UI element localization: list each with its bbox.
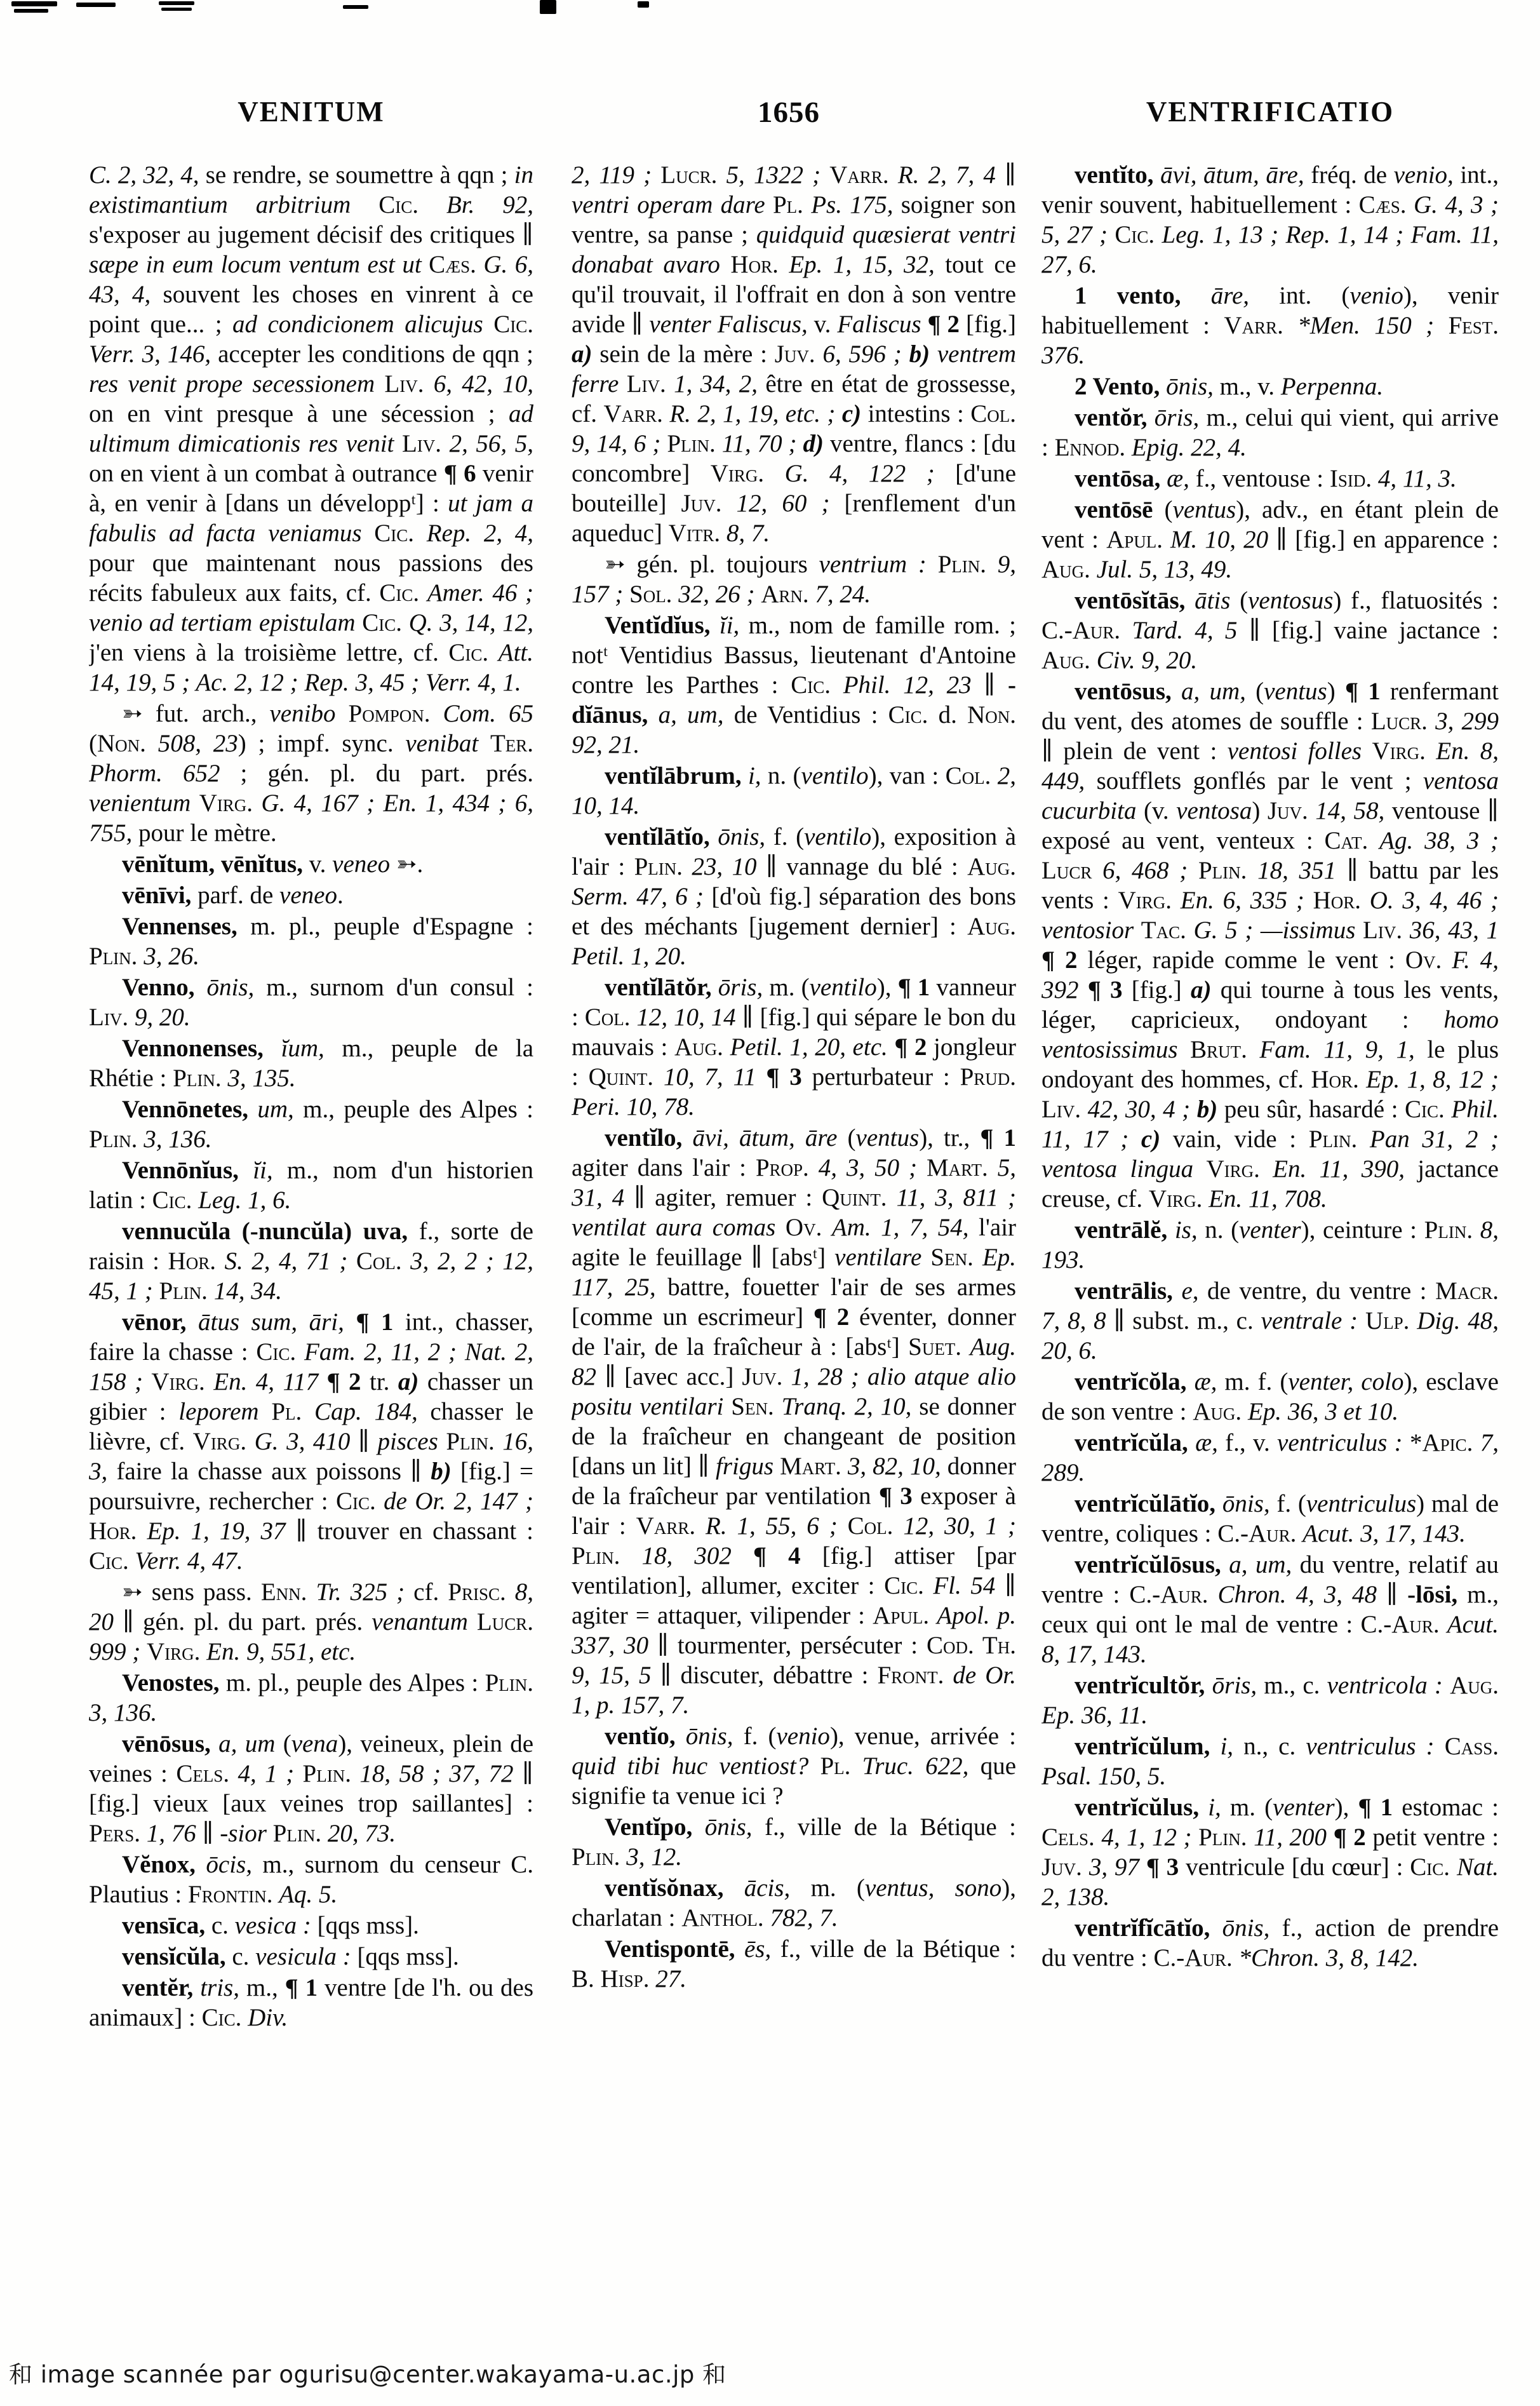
entry-paragraph: ventrĭcŭlus, i, m. (venter), ¶ 1 estomac : Cels. 4, 1, 12 ; Plin. 11, 200 ¶ 2 petit ventre : Juv. 3, 97 ¶ 3 ventricule [du cœur] : Cic. Nat. 2, 138. xyxy=(1041,1794,1499,1911)
entry-paragraph: Ventĭdĭus, ĭi, m., nom de famille rom. ; notᵗ Ventidius Bassus, lieutenant d'Antoine contre les Parthes : Cic. Phil. 12, 23 ∥ -dĭānus, a, um, de Ventidius : Cic. d. Non. 92, 21. xyxy=(572,612,1016,758)
entry-paragraph: ventrĭfĭcātĭo, ōnis, f., action de prendre du ventre : C.-Aur. *Chron. 3, 8, 142. xyxy=(1041,1914,1499,1972)
entry-paragraph: ventrĭcŭlātĭo, ōnis, f. (ventriculus) mal de ventre, coliques : C.-Aur. Acut. 3, 17, 143. xyxy=(1041,1490,1499,1547)
entry-paragraph: 1 vento, āre, int. (venio), venir habituellement : Varr. *Men. 150 ; Fest. 376. xyxy=(1041,282,1499,369)
entry-paragraph: 2 Vento, ōnis, m., v. Perpenna. xyxy=(1075,373,1384,400)
entry-paragraph: vensīca, c. vesica : [qqs mss]. xyxy=(122,1912,419,1939)
entry-paragraph: Ventĭpo, ōnis, f., ville de la Bétique : Plin. 3, 12. xyxy=(572,1813,1016,1871)
text-column-1 xyxy=(89,160,533,2325)
entry-paragraph: ventĭlo, āvi, ātum, āre (ventus), tr., ¶ 1 agiter dans l'air : Prop. 4, 3, 50 ; Mart. 5, 31, 4 ∥ agiter, remuer : Quint. 11, 3, 811 ; ventilat aura comas Ov. Am. 1, 7, 54, l'air agite le feuillage ∥ [absᵗ] ventilare Sen. Ep. 117, 25, battre, fouetter l'air de ses armes [comme un escrimeur] ¶ 2 éventer, donner de l'air, de la fraîcheur à : [absᵗ] Suet. Aug. 82 ∥ [avec acc.] Juv. 1, 28 ; alio atque alio positu ventilari Sen. Tranq. 2, 10, se donner de la fraîcheur en changeant de position [dans un lit] ∥ frigus Mart. 3, 82, 10, donner de la fraîcheur par ventilation ¶ 3 exposer à l'air : Varr. R. 1, 55, 6 ; Col. 12, 30, 1 ; Plin. 18, 302 ¶ 4 [fig.] attiser [par ventilation], allumer, exciter : Cic. Fl. 54 ∥ agiter = attaquer, vilipender : Apul. Apol. p. 337, 30 ∥ tourmenter, persécuter : Cod. Th. 9, 15, 5 ∥ discuter, débattre : Front. de Or. 1, p. 157, 7. xyxy=(572,1124,1016,1719)
entry-paragraph: ventĭsŏnax, ācis, m. (ventus, sono), charlatan : Anthol. 782, 7. xyxy=(572,1874,1016,1932)
entry-paragraph: vennucŭla (-nuncŭla) uva, f., sorte de raisin : Hor. S. 2, 4, 71 ; Col. 3, 2, 2 ; 12, 45, 1 ; Plin. 14, 34. xyxy=(89,1218,533,1305)
entry-paragraph: ventĭo, ōnis, f. (venio), venue, arrivée : quid tibi huc ventiost? Pl. Truc. 622, que signifie ta venue ici ? xyxy=(572,1723,1016,1810)
entry-paragraph: ventĭlātĭo, ōnis, f. (ventilo), exposition à l'air : Plin. 23, 10 ∥ vannage du blé : Aug. Serm. 47, 6 ; [d'où fig.] séparation des bons et des méchants [jugement dernier] : Aug. Petil. 1, 20. xyxy=(572,823,1016,970)
page-number: 1656 xyxy=(758,96,820,129)
entry-paragraph: Vennonenses, ĭum, m., peuple de la Rhétie : Plin. 3, 135. xyxy=(89,1035,533,1092)
scan-artifact xyxy=(159,1,194,5)
entry-paragraph: ventōsa, æ, f., ventouse : Isid. 4, 11, 3. xyxy=(1075,465,1457,492)
entry-paragraph: ventĭlābrum, i, n. (ventilo), van : Col. 2, 10, 14. xyxy=(572,762,1016,819)
scan-artifact xyxy=(540,0,556,14)
morphology-note-paragraph: ➳ sens pass. Enn. Tr. 325 ; cf. Prisc. 8, 20 ∥ gén. pl. du part. prés. venantum Lucr. 999 ; Virg. En. 9, 551, etc. xyxy=(89,1578,533,1665)
morphology-note-paragraph: ➳ fut. arch., venibo Pompon. Com. 65 (Non. 508, 23) ; impf. sync. venibat Ter. Phorm. 652 ; gén. pl. du part. prés. venientum Virg. G. 4, 167 ; En. 1, 434 ; 6, 755, pour le mètre. xyxy=(89,700,533,847)
text-column-2 xyxy=(572,160,1016,2325)
scan-artifact xyxy=(76,3,116,7)
entry-paragraph: ventrĭcŭlum, i, n., c. ventriculus : Cass. Psal. 150, 5. xyxy=(1041,1733,1499,1790)
scan-artifact xyxy=(14,9,48,13)
header-guideword-right: VENTRIFICATIO xyxy=(1146,96,1395,128)
entry-paragraph: Vennōnĭus, ĭi, m., nom d'un historien latin : Cic. Leg. 1, 6. xyxy=(89,1157,533,1214)
continuation-paragraph: 2, 119 ; Lucr. 5, 1322 ; Varr. R. 2, 7, 4 ∥ ventri operam dare Pl. Ps. 175, soigner son ventre, sa panse ; quidquid quæsierat ventri donabat avaro Hor. Ep. 1, 15, 32, tout ce qu'il trouvait, il l'offrait en don à son ventre avide ∥ venter Faliscus, v. Faliscus ¶ 2 [fig.] a) sein de la mère : Juv. 6, 596 ; b) ventrem ferre Liv. 1, 34, 2, être en état de grossesse, cf. Varr. R. 2, 1, 19, etc. ; c) intestins : Col. 9, 14, 6 ; Plin. 11, 70 ; d) ventre, flancs : [du concombre] Virg. G. 4, 122 ; [d'une bouteille] Juv. 12, 60 ; [renflement d'un aqueduc] Vitr. 8, 7. xyxy=(572,161,1016,547)
entry-paragraph: ventĭlātŏr, ōris, m. (ventilo), ¶ 1 vanneur : Col. 12, 10, 14 ∥ [fig.] qui sépare le bon du mauvais : Aug. Petil. 1, 20, etc. ¶ 2 jongleur : Quint. 10, 7, 11 ¶ 3 perturbateur : Prud. Peri. 10, 78. xyxy=(572,974,1016,1120)
entry-paragraph: vēnōsus, a, um (vena), veineux, plein de veines : Cels. 4, 1 ; Plin. 18, 58 ; 37, 72 ∥ [fig.] vieux [aux veines trop saillantes] : Pers. 1, 76 ∥ -sior Plin. 20, 73. xyxy=(89,1730,533,1847)
scan-artifact xyxy=(161,8,192,11)
entry-paragraph: ventrālis, e, de ventre, du ventre : Macr. 7, 8, 8 ∥ subst. m., c. ventrale : Ulp. Dig. 48, 20, 6. xyxy=(1041,1277,1499,1364)
text-column-3 xyxy=(1041,160,1499,2325)
entry-paragraph: ventōsē (ventus), adv., en étant plein de vent : Apul. M. 10, 20 ∥ [fig.] en apparence : Aug. Jul. 5, 13, 49. xyxy=(1041,496,1499,583)
entry-paragraph: Ventispontē, ēs, f., ville de la Bétique : B. Hisp. 27. xyxy=(572,1935,1016,1993)
entry-paragraph: ventrĭcŭlōsus, a, um, du ventre, relatif au ventre : C.-Aur. Chron. 4, 3, 48 ∥ -lōsi, m., ceux qui ont le mal de ventre : C.-Aur. Acut. 8, 17, 143. xyxy=(1041,1551,1499,1668)
entry-paragraph: ventōsĭtās, ātis (ventosus) f., flatuosités : C.-Aur. Tard. 4, 5 ∥ [fig.] vaine jactance : Aug. Civ. 9, 20. xyxy=(1041,587,1499,674)
entry-paragraph: vēnīvi, parf. de veneo. xyxy=(122,882,344,909)
entry-paragraph: Venno, ōnis, m., surnom d'un consul : Liv. 9, 20. xyxy=(89,974,533,1031)
header-guideword-left: VENITUM xyxy=(238,96,385,128)
entry-paragraph: Vennenses, m. pl., peuple d'Espagne : Plin. 3, 26. xyxy=(89,913,533,970)
entry-paragraph: ventrĭcŏla, æ, m. f. (venter, colo), esclave de son ventre : Aug. Ep. 36, 3 et 10. xyxy=(1041,1368,1499,1425)
morphology-note-paragraph: ➳ gén. pl. toujours ventrium : Plin. 9, 157 ; Sol. 32, 26 ; Arn. 7, 24. xyxy=(572,551,1016,608)
continuation-paragraph: C. 2, 32, 4, se rendre, se soumettre à qqn ; in existimantium arbitrium Cic. Br. 92, s'exposer au jugement décisif des critiques ∥ sæpe in eum locum ventum est ut Cæs. G. 6, 43, 4, souvent les choses en vinrent à ce point que... ; ad condicionem alicujus Cic. Verr. 3, 146, accepter les conditions de qqn ; res venit prope secessionem Liv. 6, 42, 10, on en vint presque à une sécession ; ad ultimum dimicationis res venit Liv. 2, 56, 5, on en vient à un combat à outrance ¶ 6 venir à, en venir à [dans un développᵗ] : ut jam a fabulis ad facta veniamus Cic. Rep. 2, 4, pour que maintenant nous passions des récits fabuleux aux faits, cf. Cic. Amer. 46 ; venio ad tertiam epistulam Cic. Q. 3, 14, 12, j'en viens à la troisième lettre, cf. Cic. Att. 14, 19, 5 ; Ac. 2, 12 ; Rep. 3, 45 ; Verr. 4, 1. xyxy=(89,161,533,696)
entry-paragraph: ventĕr, tris, m., ¶ 1 ventre [de l'h. ou des animaux] : Cic. Div. xyxy=(89,1974,533,2031)
entry-paragraph: ventrālĕ, is, n. (venter), ceinture : Plin. 8, 193. xyxy=(1041,1216,1499,1274)
entry-paragraph: Venostes, m. pl., peuple des Alpes : Plin. 3, 136. xyxy=(89,1669,533,1726)
entry-paragraph: ventōsus, a, um, (ventus) ¶ 1 renfermant du vent, des atomes de souffle : Lucr. 3, 299 ∥ plein de vent : ventosi folles Virg. En. 8, 449, soufflets gonflés par le vent ; ventosa cucurbita (v. ventosa) Juv. 14, 58, ventouse ∥ exposé au vent, venteux : Cat. Ag. 38, 3 ; Lucr 6, 468 ; Plin. 18, 351 ∥ battu par les vents : Virg. En. 6, 335 ; Hor. O. 3, 4, 46 ; ventosior Tac. G. 5 ; —issimus Liv. 36, 43, 1 ¶ 2 léger, rapide comme le vent : Ov. F. 4, 392 ¶ 3 [fig.] a) qui tourne à tous les vents, léger, capricieux, ondoyant : homo ventosissimus Brut. Fam. 11, 9, 1, le plus ondoyant des hommes, cf. Hor. Ep. 1, 8, 12 ; Liv. 42, 30, 4 ; b) peu sûr, hasardé : Cic. Phil. 11, 17 ; c) vain, vide : Plin. Pan 31, 2 ; ventosa lingua Virg. En. 11, 390, jactance creuse, cf. Virg. En. 11, 708. xyxy=(1041,678,1499,1213)
entry-paragraph: vēnor, ātus sum, āri, ¶ 1 int., chasser, faire la chasse : Cic. Fam. 2, 11, 2 ; Nat. 2, 158 ; Virg. En. 4, 117 ¶ 2 tr. a) chasser un gibier : leporem Pl. Cap. 184, chasser le lièvre, cf. Virg. G. 3, 410 ∥ pisces Plin. 16, 3, faire la chasse aux poissons ∥ b) [fig.] = poursuivre, rechercher : Cic. de Or. 2, 147 ; Hor. Ep. 1, 19, 37 ∥ trouver en chassant : Cic. Verr. 4, 47. xyxy=(89,1308,533,1575)
entry-paragraph: ventŏr, ōris, m., celui qui vient, qui arrive : Ennod. Epig. 22, 4. xyxy=(1041,404,1499,461)
entry-paragraph: vensĭcŭla, c. vesicula : [qqs mss]. xyxy=(122,1943,459,1970)
scan-artifact xyxy=(638,1,649,8)
entry-paragraph: ventrĭcultŏr, ōris, m., c. ventricola : Aug. Ep. 36, 11. xyxy=(1041,1672,1499,1729)
entry-paragraph: ventĭto, āvi, ātum, āre, fréq. de venio, int., venir souvent, habituellement : Cæs. G. 4, 3 ; 5, 27 ; Cic. Leg. 1, 13 ; Rep. 1, 14 ; Fam. 11, 27, 6. xyxy=(1041,161,1499,278)
entry-paragraph: Vĕnox, ōcis, m., surnom du censeur C. Plautius : Frontin. Aq. 5. xyxy=(89,1851,533,1908)
entry-paragraph: vēnĭtum, vēnĭtus, v. veneo ➳. xyxy=(122,850,424,878)
entry-paragraph: ventrĭcŭla, æ, f., v. ventriculus : *Apic. 7, 289. xyxy=(1041,1429,1499,1486)
scan-artifact xyxy=(343,5,368,9)
scan-artifact xyxy=(11,1,57,6)
scan-credit: 和 image scannée par ogurisu@center.wakayama-u.ac.jp 和 xyxy=(9,2361,726,2388)
entry-paragraph: Vennōnetes, um, m., peuple des Alpes : Plin. 3, 136. xyxy=(89,1096,533,1153)
